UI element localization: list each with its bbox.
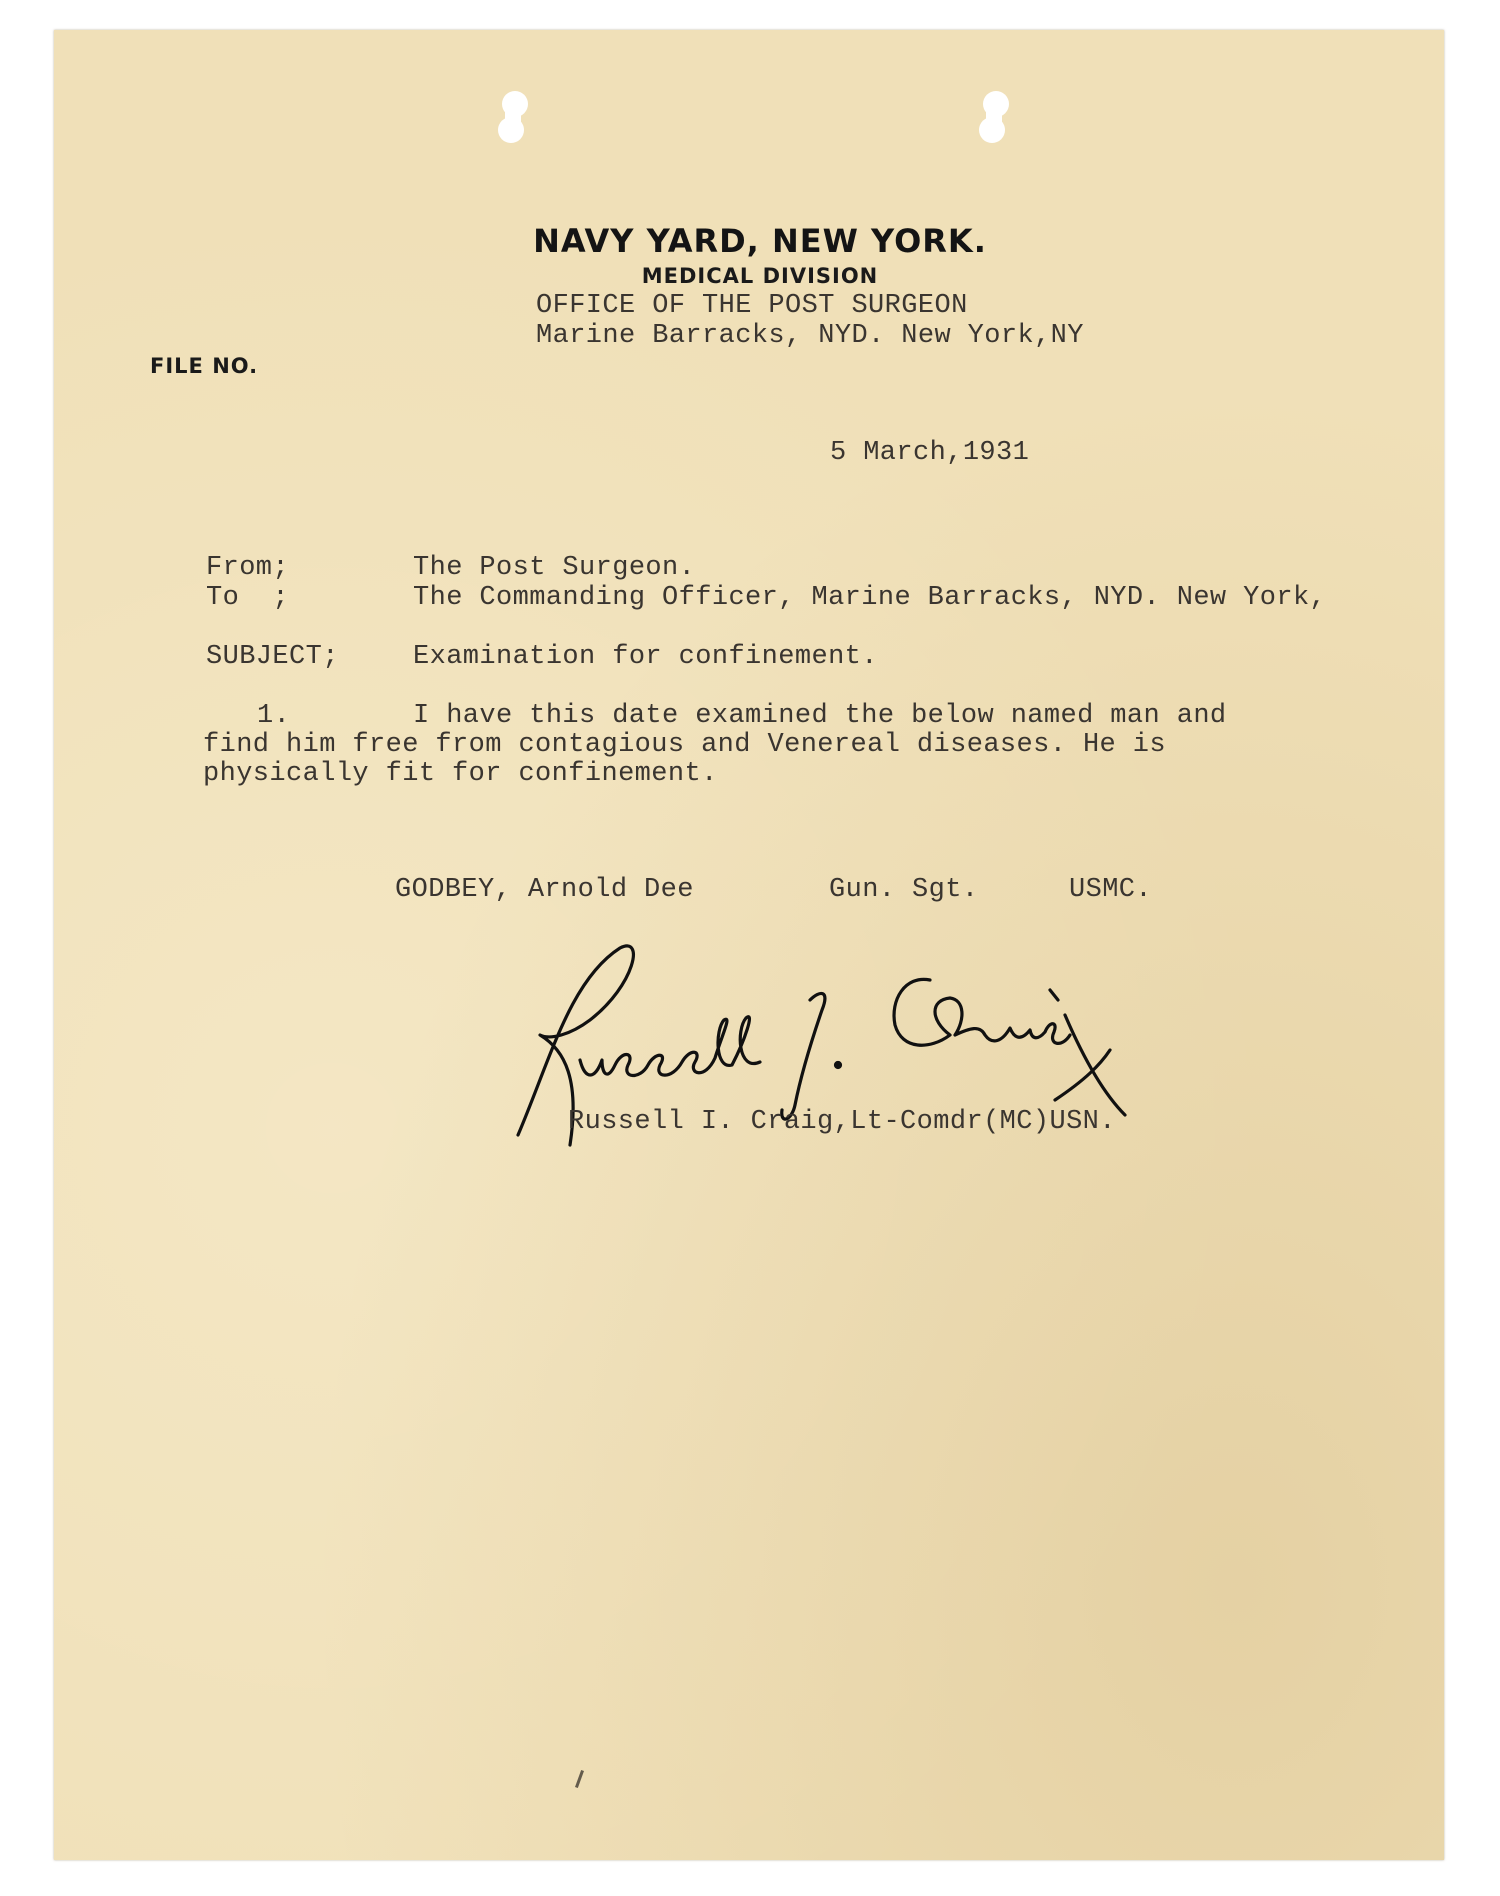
to-value: The Commanding Officer, Marine Barracks, NYD. New York, bbox=[413, 583, 1327, 613]
paragraph-number: 1. bbox=[257, 701, 291, 731]
subject-label: SUBJECT; bbox=[206, 642, 339, 672]
examined-person-rank: Gun. Sgt. bbox=[829, 875, 979, 905]
examined-person-name: GODBEY, Arnold Dee bbox=[395, 875, 694, 905]
letterhead-title: NAVY YARD, NEW YORK. bbox=[533, 222, 987, 260]
from-label: From; bbox=[206, 553, 290, 583]
letter-date: 5 March,1931 bbox=[830, 438, 1030, 468]
from-value: The Post Surgeon. bbox=[413, 553, 696, 583]
file-number-label: FILE NO. bbox=[150, 354, 259, 378]
examined-person-branch: USMC. bbox=[1069, 875, 1153, 905]
punch-hole-left bbox=[495, 88, 531, 148]
subject-value: Examination for confinement. bbox=[413, 642, 878, 672]
signer-typed-name: Russell I. Craig,Lt-Comdr(MC)USN. bbox=[568, 1107, 1116, 1137]
office-line: OFFICE OF THE POST SURGEON bbox=[536, 291, 968, 321]
punch-hole-right bbox=[976, 88, 1012, 148]
body-line-1: I have this date examined the below named man and bbox=[413, 701, 1227, 731]
body-line-3: physically fit for confinement. bbox=[203, 759, 718, 789]
letterhead-division: MEDICAL DIVISION bbox=[641, 264, 879, 288]
to-label: To ; bbox=[206, 583, 290, 613]
address-line: Marine Barracks, NYD. New York,NY bbox=[536, 321, 1084, 351]
body-line-2: find him free from contagious and Venereal diseases. He is bbox=[203, 730, 1166, 760]
